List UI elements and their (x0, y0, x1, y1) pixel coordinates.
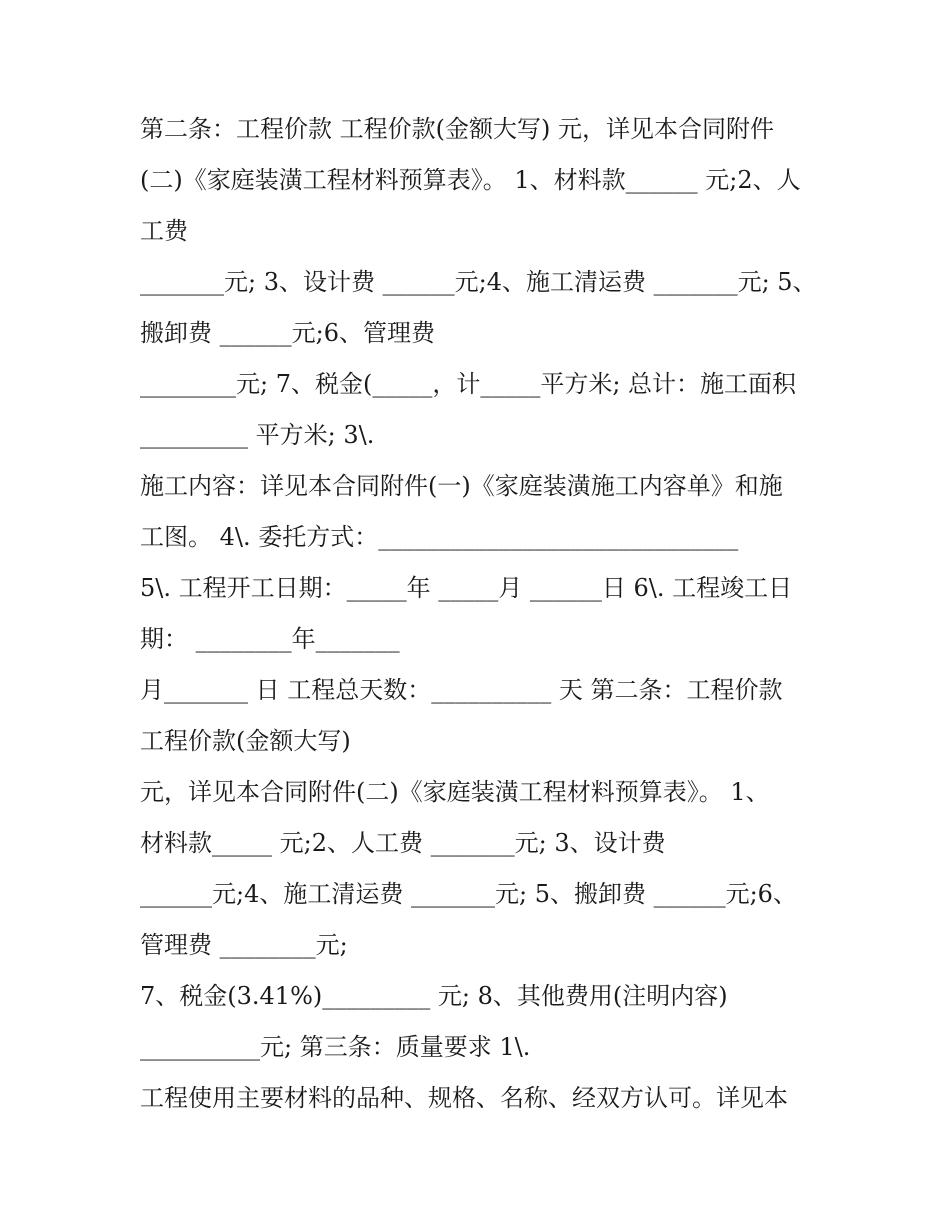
text-line: 工图。 4\. 委托方式：______________________________ (140, 523, 739, 551)
text-line: 材料款_____ 元;2、人工费 _______元; 3、设计费 (140, 829, 666, 857)
text-line: ______元;4、施工清运费 _______元; 5、搬卸费 ______元;6、 (140, 880, 797, 908)
text-line: __________元; 第三条：质量要求 1\. (140, 1033, 531, 1061)
text-line: 7、税金(3.41%)_________ 元; 8、其他费用(注明内容) (140, 982, 728, 1010)
text-line: ________元; 7、税金(_____，计_____平方米; 总计：施工面积 (140, 370, 797, 398)
text-line: 管理费 ________元; (140, 931, 348, 959)
text-line: 工程使用主要材料的品种、规格、名称、经双方认可。详见本 (140, 1084, 788, 1112)
text-line: _______元; 3、设计费 ______元;4、施工清运费 _______元; 5、 (140, 268, 817, 296)
text-line: 5\. 工程开工日期：_____年 _____月 ______日 6\. 工程竣工日 (140, 574, 793, 602)
text-line: 月_______ 日 工程总天数：__________ 天 第二条：工程价款 (140, 676, 783, 704)
text-line: 第二条：工程价款 工程价款(金额大写) 元，详见本合同附件 (140, 115, 774, 143)
text-line: _________ 平方米; 3\. (140, 421, 375, 449)
text-line: 期： ________年_______ (140, 625, 400, 653)
text-line: 工费 (140, 217, 188, 245)
text-line: 工程价款(金额大写) (140, 727, 351, 755)
text-line: 元，详见本合同附件(二)《家庭装潢工程材料预算表》。 1、 (140, 778, 770, 806)
text-line: 施工内容：详见本合同附件(一)《家庭装潢施工内容单》和施 (140, 472, 783, 500)
text-line: 搬卸费 ______元;6、管理费 (140, 319, 435, 347)
text-line: (二)《家庭装潢工程材料预算表》。 1、材料款______ 元;2、人 (140, 166, 801, 194)
